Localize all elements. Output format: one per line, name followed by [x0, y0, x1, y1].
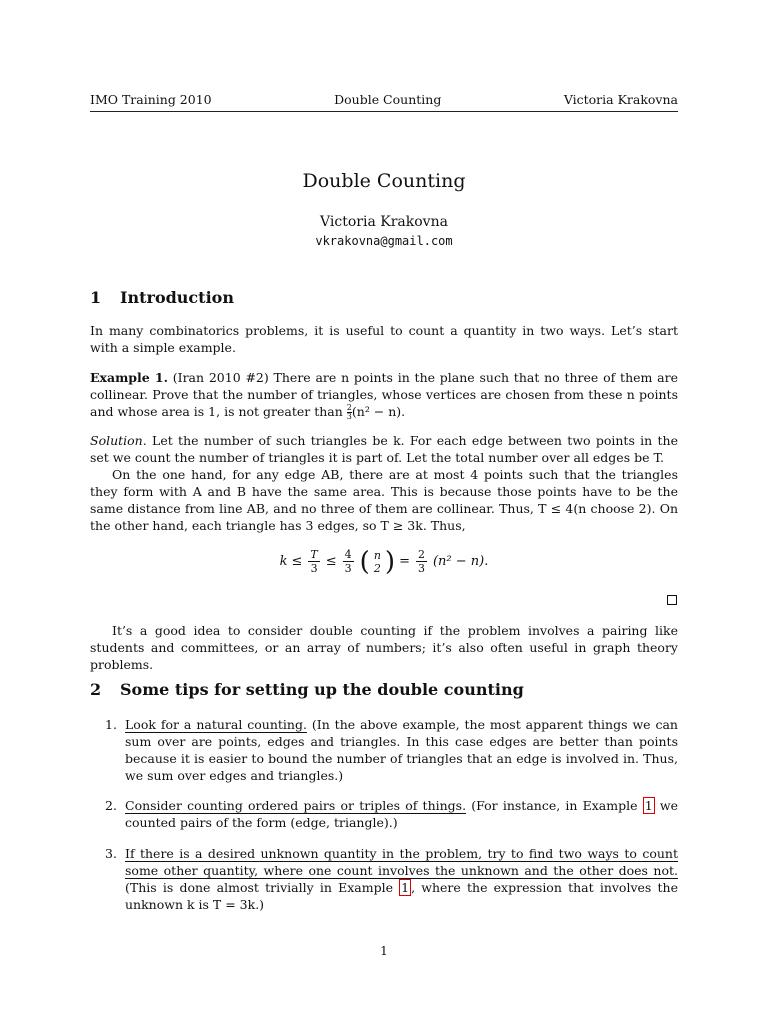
eq-frac-2-3 — [416, 548, 427, 575]
example-text: (Iran 2010 #2) There are n points in the plane such that no three of them are collinear. Prove that the number of triangles, whose vertices are chosen from these n points and whose area is 1, is not greater than — [90, 370, 678, 419]
header-left: IMO Training 2010 — [90, 92, 212, 107]
eq-lparen: ( — [359, 546, 370, 577]
solution-label: Solution. — [90, 433, 147, 448]
header-center: Double Counting — [334, 92, 442, 107]
tip-text-b: , where the expression that involves the unknown k is T = 3k.) — [125, 880, 678, 912]
eq-equals: = — [399, 554, 410, 569]
tip-lead: Consider counting ordered pairs or triples of things. — [125, 798, 467, 813]
tip-text: (In the above example, the most apparent things we can sum over are points, edges and triangles. In this case edges are better than points because it is easier to bound the number of triangles that an edge is involved in. Thus, we sum over edges and triangles.) — [125, 717, 678, 783]
eq-2: 2 — [417, 548, 425, 561]
eq-le-2: ≤ — [325, 554, 337, 569]
tip-text-b: we counted pairs of the form (edge, triangle).) — [125, 798, 678, 830]
tip-text-a: (For instance, in Example — [471, 798, 638, 813]
section-number: 2 — [90, 680, 102, 699]
document-title: Double Counting — [302, 170, 466, 192]
section-number: 1 — [90, 288, 102, 307]
tip-item-1 — [105, 716, 678, 784]
section-title: Introduction — [120, 288, 234, 307]
tip-item-2 — [105, 797, 678, 831]
eq-4: 4 — [344, 548, 352, 561]
eq-frac-T-3 — [308, 548, 319, 575]
section-heading-2 — [90, 680, 524, 699]
author-name: Victoria Krakovna — [320, 214, 448, 230]
bound-numerator: 2 — [346, 403, 352, 412]
tip-lead: Look for a natural counting. — [125, 717, 307, 732]
bound-denominator: 3 — [346, 412, 352, 421]
solution-text-1: Let the number of such triangles be k. For each edge between two points in the set we count the number of triangles it is part of. Let the total number over all edges be T. — [90, 433, 678, 465]
solution-paragraph — [90, 432, 678, 466]
qed-square — [667, 595, 677, 605]
tip-lead: If there is a desired unknown quantity in the problem, try to find two ways to count some other quantity, where one count involves the unknown and the other does not. — [125, 846, 678, 878]
example-ref-link[interactable]: 1 — [401, 880, 410, 895]
eq-3b: 3 — [344, 562, 352, 575]
eq-3c: 3 — [417, 562, 425, 575]
header-right: Victoria Krakovna — [563, 92, 678, 107]
list-marker: 3. — [105, 846, 117, 861]
eq-binom-2: 2 — [373, 561, 381, 575]
example-ref-link[interactable]: 1 — [644, 798, 653, 813]
list-marker: 1. — [105, 717, 117, 732]
tip-item-3 — [105, 845, 678, 913]
main-inequality — [90, 548, 678, 575]
eq-binom — [374, 549, 381, 575]
example-1 — [90, 369, 678, 421]
eq-frac-4-3 — [343, 548, 354, 575]
closing-paragraph: It’s a good idea to consider double counting if the problem involves a pairing like students and committees, or an array of numbers; it’s also often useful in graph theory problems. — [90, 623, 678, 672]
eq-le-1: ≤ — [291, 554, 303, 569]
running-header — [90, 91, 678, 112]
eq-rparen: ) — [384, 546, 396, 577]
author-email: vkrakovna@gmail.com — [315, 234, 453, 248]
tip-text-a: (This is done almost trivially in Example — [125, 880, 393, 895]
eq-binom-n: n — [373, 548, 381, 562]
solution-paragraph-2: On the one hand, for any edge AB, there are at most 4 points such that the triangles they form with A and B have the same area. This is because those points have to be the same distance from line AB, and no three of them are collinear. Thus, T ≤ 4(n choose 2). On the other hand, each triangle has 3 edges, so T ≥ 3k. Thus, — [90, 467, 678, 533]
eq-3a: 3 — [310, 562, 318, 575]
bound-tail: (n² − n). — [351, 404, 406, 419]
eq-k: k — [279, 554, 288, 569]
page-number: 1 — [380, 944, 388, 958]
eq-T: T — [310, 548, 318, 561]
eq-tail: (n² − n). — [432, 554, 489, 569]
intro-paragraph: In many combinatorics problems, it is useful to count a quantity in two ways. Let’s start with a simple example. — [90, 323, 678, 355]
example-label: Example 1. — [90, 370, 168, 385]
section-heading-1 — [90, 288, 234, 307]
section-title: Some tips for setting up the double counting — [120, 680, 524, 699]
list-marker: 2. — [105, 798, 117, 813]
